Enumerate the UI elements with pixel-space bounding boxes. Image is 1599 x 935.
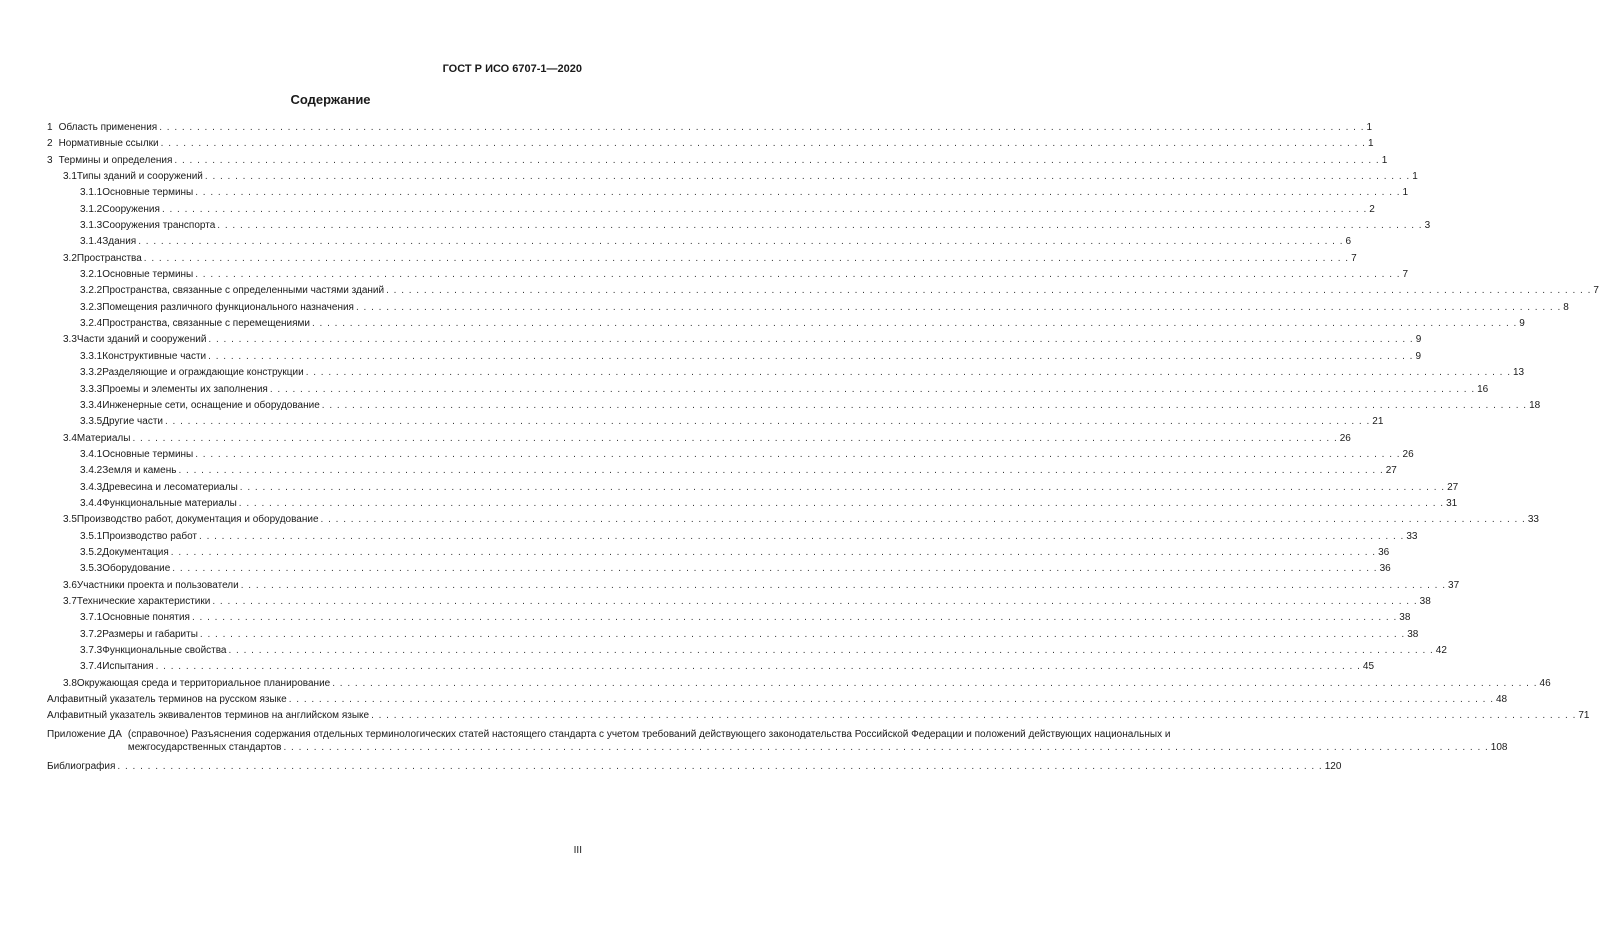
toc-entry-number: 3.1 (63, 171, 77, 183)
toc-entry-page: 27 (1447, 481, 1459, 493)
dot-leader (240, 480, 1445, 496)
dot-leader (321, 512, 1526, 528)
toc-entry[interactable] (47, 349, 1422, 365)
toc-bibliography-entry[interactable] (47, 759, 1342, 775)
dot-leader (165, 414, 1370, 430)
toc-entry[interactable] (47, 120, 1373, 136)
dot-leader (195, 185, 1400, 201)
toc-entry-number: 1 (47, 122, 53, 133)
dot-leader (161, 136, 1366, 152)
toc-entry[interactable] (47, 431, 1351, 447)
toc-entry-page: 1 (1367, 138, 1374, 150)
toc-entry-page: 38 (1419, 595, 1431, 607)
dot-leader (239, 496, 1444, 512)
toc-entry-number: 3.2.1 (80, 269, 103, 281)
toc-entry-title: Участники проекта и пользователи (76, 579, 239, 591)
page-title: Содержание (290, 92, 371, 107)
dot-leader (171, 545, 1376, 561)
dot-leader (195, 267, 1400, 283)
toc-entry[interactable] (47, 169, 1418, 185)
toc-entry-number: 3.7.4 (80, 661, 103, 673)
toc-entry-page: 1 (1412, 171, 1418, 183)
toc-entry-page: 33 (1527, 514, 1539, 526)
toc-entry-title: Оборудование (102, 563, 171, 575)
toc-entry-title: Типы зданий и сооружений (76, 171, 203, 183)
toc-entry-title: Другие части (102, 416, 163, 428)
toc-entry-number: 3.3.2 (80, 367, 103, 379)
toc-entry-page: 7 (1593, 285, 1599, 297)
toc-entry-title: Части зданий и сооружений (76, 334, 207, 346)
toc-entry[interactable] (47, 480, 1459, 496)
dot-leader (138, 234, 1343, 250)
toc-entry-number: 3.1.3 (80, 220, 103, 232)
toc-entry-number: 3.4.3 (80, 481, 103, 493)
toc-entry-number: 3.7.3 (80, 645, 103, 656)
toc-entry-number: 3.4 (63, 432, 77, 444)
toc-entry[interactable] (47, 365, 1525, 381)
dot-leader (356, 300, 1561, 316)
toc-entry-number: 3.3 (63, 334, 77, 346)
toc-entry[interactable] (47, 512, 1539, 528)
toc-entry[interactable] (47, 627, 1419, 643)
toc-entry-title: Производство работ, документация и оборудование (76, 514, 319, 526)
toc-entry-title: Алфавитный указатель терминов на русском языке (47, 694, 287, 706)
toc-entry-number: 3.2 (63, 252, 77, 264)
toc-entry[interactable] (47, 398, 1541, 414)
toc-entry-title: Документация (102, 546, 169, 558)
toc-entry[interactable] (47, 545, 1390, 561)
toc-entry-number: 3.3.3 (80, 383, 103, 395)
toc-entry[interactable] (47, 496, 1458, 512)
toc-entry-number: 3.2.3 (80, 301, 103, 313)
toc-entry-page: 48 (1496, 694, 1508, 706)
toc-entry-number: 3.6 (63, 579, 77, 591)
dot-leader (241, 578, 1446, 594)
toc-entry-title: Здания (102, 236, 137, 248)
toc-entry-number: 3.5.2 (80, 546, 103, 558)
dot-leader (200, 627, 1405, 643)
toc-entry-page: 42 (1435, 645, 1447, 656)
toc-entry-number: 3.4.4 (80, 497, 103, 509)
dot-leader (156, 659, 1361, 675)
dot-leader (178, 463, 1383, 479)
toc-entry-title: Алфавитный указатель эквивалентов терминов на английском языке (47, 710, 370, 722)
appendix-text: (справочное) Разъяснения содержания отдельных терминологических статей настоящего стандарта с учетом требований действующего законодательства Российской Федерации и положений действующих национальных и (127, 728, 1171, 740)
toc-entry-page: 9 (1415, 350, 1422, 362)
toc-entry-page: 2 (1369, 203, 1375, 215)
toc-entry-page: 38 (1407, 628, 1419, 640)
toc-entry-page: 7 (1402, 269, 1409, 281)
toc-entry-title: Функциональные свойства (102, 645, 227, 656)
toc-entry-title: Размеры и габариты (102, 628, 198, 640)
toc-entry[interactable] (47, 447, 1414, 463)
toc-entry[interactable] (47, 267, 1409, 283)
toc-entry-title: Земля и камень (102, 465, 177, 477)
toc-entry-number: 3.2.4 (80, 318, 103, 330)
toc-entry-page: 71 (1578, 710, 1590, 722)
toc-entry[interactable] (47, 153, 1388, 169)
toc-entry-page: 1 (1366, 122, 1373, 133)
dot-leader (144, 251, 1349, 267)
dot-leader (174, 153, 1379, 169)
toc-entry[interactable] (47, 136, 1374, 152)
toc-entry[interactable] (47, 300, 1569, 316)
toc-entry-title: Испытания (102, 661, 154, 673)
toc-entry-number: 3.4.2 (80, 465, 103, 477)
appendix-last-line (128, 741, 1508, 754)
appendix-body (128, 728, 1508, 754)
toc-entry-title: Функциональные материалы (102, 497, 237, 509)
toc-entry-page: 7 (1351, 252, 1357, 264)
toc-entry[interactable] (47, 708, 1590, 724)
toc-entry-number: 2 (47, 138, 53, 150)
toc-entry[interactable] (47, 643, 1447, 659)
toc-entry[interactable] (47, 676, 1551, 692)
toc-entry-page: 36 (1379, 563, 1391, 575)
appendix-page: 108 (1490, 741, 1508, 753)
toc-entry-title: Пространства, связанные с определенными частями зданий (102, 285, 385, 297)
toc-entry[interactable] (47, 692, 1508, 708)
toc-entry-title: Инженерные сети, оснащение и оборудование (102, 399, 320, 411)
toc-entry-number: 3.7 (63, 595, 77, 607)
toc-entry[interactable] (47, 529, 1418, 545)
appendix-last-text: межгосударственных стандартов (127, 741, 282, 753)
toc-entry-page: 37 (1448, 579, 1460, 591)
toc-entry[interactable] (47, 332, 1422, 348)
dot-leader (172, 561, 1377, 577)
toc-entry-page: 1 (1381, 154, 1388, 166)
dot-leader (332, 676, 1537, 692)
toc-entry-number: 3.1.4 (80, 236, 103, 248)
bibliography-page: 120 (1324, 760, 1342, 772)
toc-entry-title: Производство работ (102, 530, 198, 542)
toc-entry-number: 3.7.1 (80, 612, 103, 624)
toc-entry-number: 3.1.2 (80, 203, 103, 215)
toc-entry[interactable] (47, 594, 1431, 610)
toc-entry-page: 13 (1512, 367, 1525, 379)
toc-entry-title: Технические характеристики (76, 595, 211, 607)
toc-entry-page: 8 (1563, 301, 1569, 313)
toc-entry-number: 3.3.4 (80, 399, 103, 411)
toc-entry-number: 3.1.1 (80, 187, 103, 199)
dot-leader (162, 202, 1367, 218)
dot-leader (386, 283, 1591, 299)
toc-entry[interactable] (47, 283, 1599, 299)
toc-entry-page: 45 (1362, 661, 1375, 673)
toc-entry-number: 3.8 (63, 677, 77, 689)
toc-entry[interactable] (47, 463, 1397, 479)
dot-leader (205, 169, 1410, 185)
toc-entry-title: Пространства, связанные с перемещениями (102, 318, 310, 330)
dot-leader (217, 218, 1422, 234)
toc-entry[interactable] (47, 316, 1525, 332)
dot-leader (208, 349, 1413, 365)
toc-entry[interactable] (47, 414, 1384, 430)
toc-entry[interactable] (47, 185, 1409, 201)
dot-leader (208, 332, 1413, 348)
dot-leader (212, 594, 1417, 610)
toc-entry-number: 3.3.5 (80, 416, 103, 428)
dot-leader (159, 120, 1364, 136)
toc-entry-number: 3.7.2 (80, 628, 103, 640)
toc-entry-number: 3.5.1 (80, 530, 103, 542)
bibliography-title: Библиография (47, 760, 116, 772)
dot-leader (195, 447, 1400, 463)
toc-entry-title: Конструктивные части (102, 350, 207, 362)
toc-entry-title: Основные термины (102, 448, 194, 460)
toc-entry-page: 27 (1385, 465, 1397, 477)
toc-entry-page: 38 (1399, 612, 1411, 624)
toc-entry-page: 26 (1402, 448, 1414, 460)
toc-entry-page: 3 (1424, 220, 1431, 232)
toc-entry-page: 9 (1415, 334, 1422, 346)
toc-entry-number: 3.2.2 (80, 285, 103, 297)
dot-leader (229, 643, 1434, 659)
dot-leader (132, 431, 1337, 447)
toc-entry-page: 9 (1519, 318, 1525, 330)
toc-entry-page: 26 (1339, 432, 1351, 444)
toc-entry-page: 18 (1529, 399, 1541, 411)
toc-entry-title: Древесина и лесоматериалы (102, 481, 238, 493)
toc-entry-number: 3.4.1 (80, 448, 103, 460)
dot-leader (199, 529, 1404, 545)
dot-leader (192, 610, 1397, 626)
toc-entry[interactable] (47, 202, 1375, 218)
toc-entry[interactable] (47, 218, 1431, 234)
table-of-contents (47, 120, 1599, 775)
dot-leader (284, 741, 1489, 754)
toc-entry-title: Сооружения транспорта (102, 220, 216, 232)
toc-entry-page: 21 (1372, 416, 1384, 428)
toc-entry-title: Термины и определения (58, 154, 173, 166)
toc-entry[interactable] (47, 578, 1460, 594)
toc-entry-page: 6 (1345, 236, 1352, 248)
toc-entry[interactable] (47, 234, 1352, 250)
toc-entry-page: 36 (1378, 546, 1390, 558)
document-header: ГОСТ Р ИСО 6707-1—2020 (442, 63, 582, 75)
toc-entry-title: Основные понятия (102, 612, 190, 624)
appendix-label: Приложение ДА (47, 728, 122, 740)
dot-leader (270, 382, 1475, 398)
dot-leader (312, 316, 1517, 332)
dot-leader (371, 708, 1576, 724)
toc-entry-title: Пространства (76, 252, 142, 264)
toc-entry[interactable] (47, 659, 1375, 675)
toc-entry-number: 3.5 (63, 514, 77, 526)
toc-entry-title: Окружающая среда и территориальное планирование (76, 677, 331, 689)
toc-entry-title: Разделяющие и ограждающие конструкции (102, 367, 304, 379)
toc-entry-page: 33 (1406, 530, 1418, 542)
toc-entry-title: Основные термины (102, 269, 194, 281)
toc-entry-page: 1 (1402, 187, 1409, 199)
toc-entry-page: 16 (1477, 383, 1489, 395)
toc-rows (47, 120, 1599, 725)
toc-entry-title: Сооружения (102, 203, 160, 215)
toc-entry-number: 3 (47, 154, 53, 166)
toc-entry-title: Материалы (76, 432, 131, 444)
toc-entry[interactable] (47, 251, 1357, 267)
toc-appendix-entry[interactable] (47, 728, 1508, 754)
toc-entry-title: Нормативные ссылки (58, 138, 159, 150)
dot-leader (289, 692, 1494, 708)
toc-entry-title: Основные термины (102, 187, 194, 199)
page-number-footer: III (573, 845, 582, 856)
toc-entry-title: Область применения (58, 122, 158, 133)
toc-entry[interactable] (47, 382, 1489, 398)
dot-leader (322, 398, 1527, 414)
toc-entry[interactable] (47, 610, 1411, 626)
toc-entry-title: Помещения различного функционального назначения (102, 301, 354, 313)
toc-entry-title: Проемы и элементы их заполнения (102, 383, 268, 395)
dot-leader (306, 365, 1511, 381)
toc-entry-page: 31 (1446, 497, 1458, 509)
toc-entry[interactable] (47, 561, 1391, 577)
toc-entry-number: 3.3.1 (80, 350, 103, 362)
toc-entry-number: 3.5.3 (80, 563, 103, 575)
toc-entry-page: 46 (1539, 677, 1551, 689)
dot-leader (117, 759, 1322, 775)
